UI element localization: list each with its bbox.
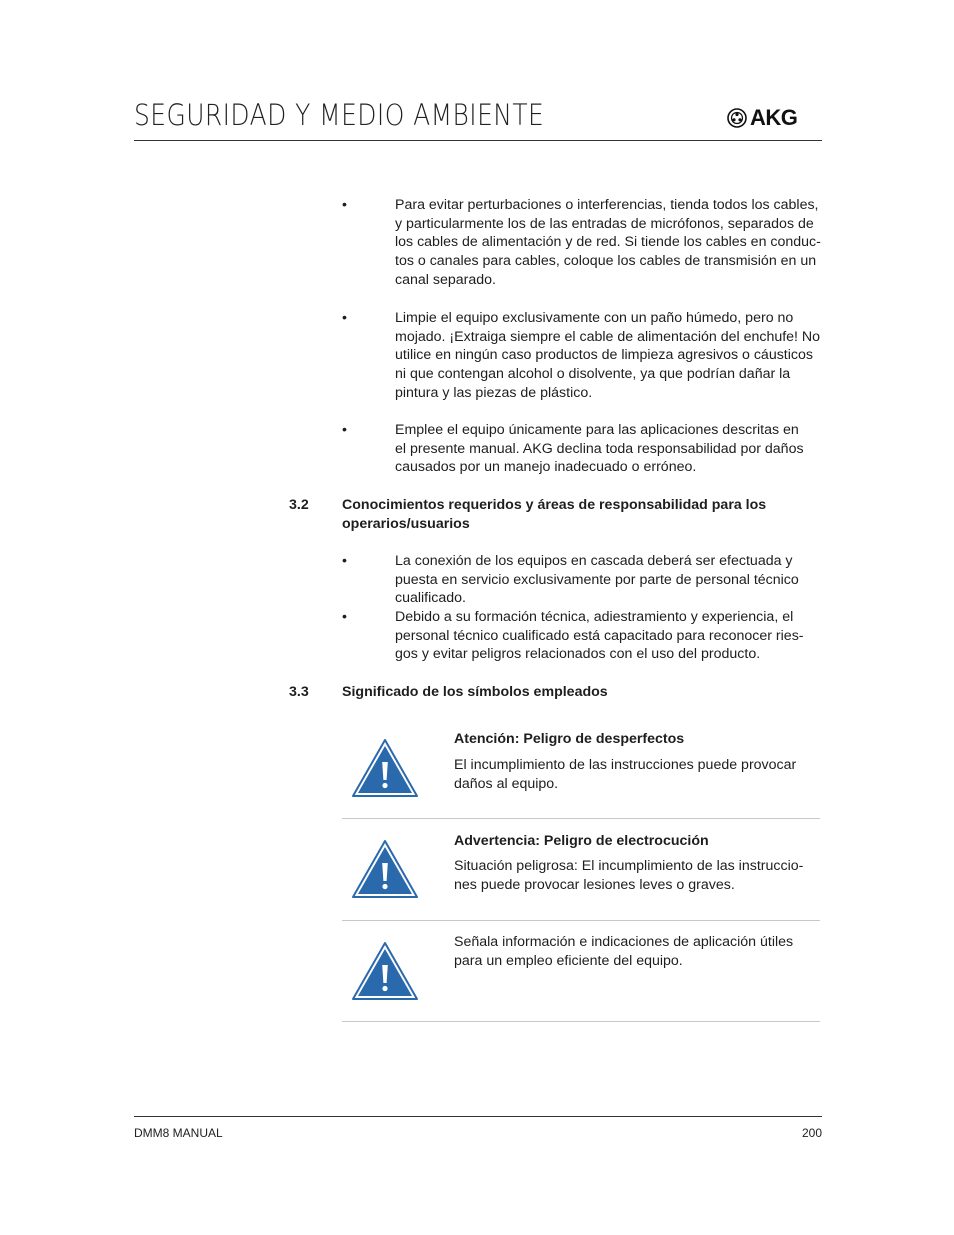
text-line: pintura y las piezas de plástico. bbox=[395, 384, 593, 401]
section-heading bbox=[342, 496, 812, 533]
text-line: Situación peligrosa: El incumplimiento de las instruccio- bbox=[454, 858, 804, 874]
text-line: cualificado. bbox=[395, 590, 466, 607]
text-line: ni que contengan alcohol o disolvente, ya que podrían dañar la bbox=[395, 366, 791, 383]
text-line: La conexión de los equipos en cascada deberá ser efectuada y bbox=[395, 553, 793, 569]
heading-line: Conocimientos requeridos y áreas de responsabilidad para los bbox=[342, 497, 767, 513]
symbol-divider bbox=[342, 818, 820, 819]
section-number: 3.3 bbox=[289, 684, 309, 700]
text-line: gos y evitar peligros relacionados con el uso del producto. bbox=[395, 646, 761, 663]
text-line: puesta en servicio exclusivamente por parte de personal técnico bbox=[395, 571, 799, 588]
bullet-paragraph bbox=[395, 421, 825, 477]
akg-emblem-icon bbox=[727, 108, 747, 128]
text-line: Debido a su formación técnica, adiestramiento y experiencia, el bbox=[395, 609, 794, 625]
brand-name: AKG bbox=[750, 105, 798, 130]
symbol-divider bbox=[342, 920, 820, 921]
text-line: Limpie el equipo exclusivamente con un paño húmedo, pero no bbox=[395, 310, 794, 326]
warning-triangle-icon bbox=[351, 839, 419, 899]
text-line: canal separado. bbox=[395, 271, 496, 288]
symbol-heading: Advertencia: Peligro de electrocución bbox=[454, 833, 709, 849]
symbol-description bbox=[454, 756, 824, 793]
page-title: SEGURIDAD Y MEDIO AMBIENTE bbox=[134, 98, 545, 132]
bullet-marker: • bbox=[342, 609, 347, 625]
text-line: y particularmente los de las entradas de micrófonos, separados de bbox=[395, 215, 814, 232]
bullet-paragraph bbox=[395, 196, 825, 290]
header-rule bbox=[134, 140, 822, 141]
heading-line: operarios/usuarios bbox=[342, 515, 470, 532]
bullet-marker: • bbox=[342, 310, 347, 326]
symbol-divider bbox=[342, 1021, 820, 1022]
warning-triangle-icon bbox=[351, 738, 419, 798]
bullet-marker: • bbox=[342, 553, 347, 569]
text-line: los cables de alimentación y de red. Si tiende los cables en conduc- bbox=[395, 234, 821, 251]
symbol-description bbox=[454, 857, 824, 894]
text-line: tos o canales para cables, coloque los cables de transmisión en un bbox=[395, 253, 817, 270]
footer-manual-name: DMM8 MANUAL bbox=[134, 1126, 223, 1140]
section-heading: Significado de los símbolos empleados bbox=[342, 684, 608, 700]
section-number: 3.2 bbox=[289, 497, 309, 513]
footer-page-number: 200 bbox=[801, 1126, 822, 1140]
bullet-marker: • bbox=[342, 197, 347, 213]
bullet-paragraph bbox=[395, 309, 825, 403]
text-line: Señala información e indicaciones de aplicación útiles bbox=[454, 934, 794, 950]
text-line: daños al equipo. bbox=[454, 775, 559, 792]
text-line: Emplee el equipo únicamente para las aplicaciones descritas en bbox=[395, 422, 799, 438]
bullet-marker: • bbox=[342, 422, 347, 438]
text-line: utilice en ningún caso productos de limpieza agresivos o cáusticos bbox=[395, 347, 813, 364]
text-line: personal técnico cualificado está capacitado para reconocer ries- bbox=[395, 627, 804, 644]
text-line: mojado. ¡Extraiga siempre el cable de alimentación del enchufe! No bbox=[395, 328, 821, 345]
text-line: nes puede provocar lesiones leves o graves. bbox=[454, 876, 735, 893]
text-line: causados por un manejo inadecuado o erróneo. bbox=[395, 459, 697, 476]
text-line: El incumplimiento de las instrucciones puede provocar bbox=[454, 757, 797, 773]
text-line: el presente manual. AKG declina toda responsabilidad por daños bbox=[395, 440, 804, 457]
bullet-paragraph bbox=[395, 608, 825, 664]
text-line: Para evitar perturbaciones o interferencias, tienda todos los cables, bbox=[395, 197, 819, 213]
text-line: para un empleo eficiente del equipo. bbox=[454, 952, 683, 969]
footer-rule bbox=[134, 1116, 822, 1117]
bullet-paragraph bbox=[395, 552, 825, 608]
symbol-description bbox=[454, 933, 824, 970]
symbol-heading: Atención: Peligro de desperfectos bbox=[454, 731, 685, 747]
warning-triangle-icon bbox=[351, 941, 419, 1001]
brand-logo bbox=[727, 107, 797, 129]
